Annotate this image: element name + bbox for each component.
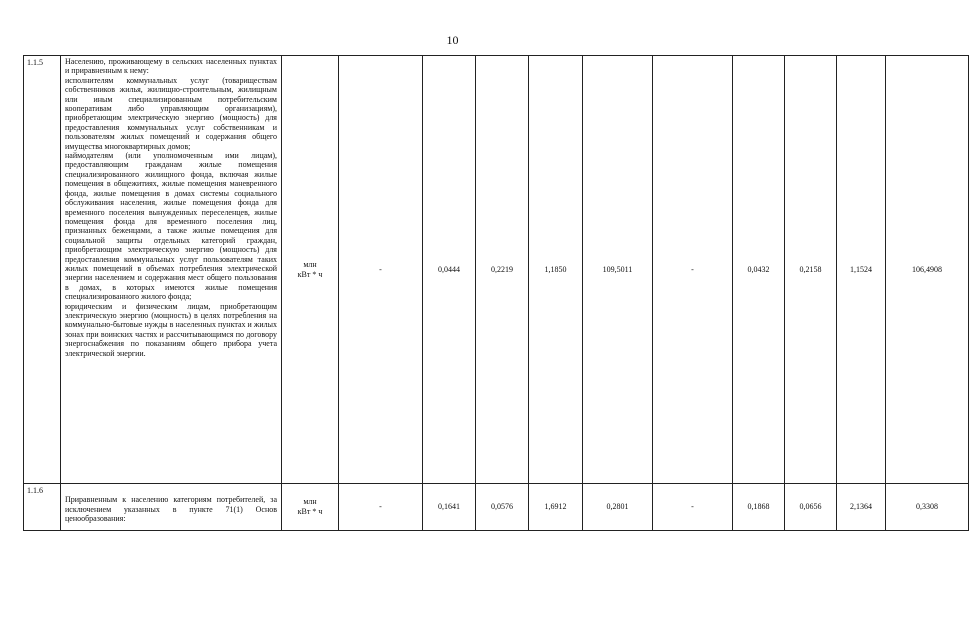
row-number: 1.1.6 <box>24 484 61 531</box>
value-cell: 1,1850 <box>529 56 583 484</box>
value-cell: - <box>339 484 423 531</box>
table-row <box>24 56 969 484</box>
value-cell: 1,1524 <box>837 56 886 484</box>
value-cell: 0,0432 <box>733 56 785 484</box>
value-cell: 0,2158 <box>785 56 837 484</box>
description-paragraph: Населению, проживающему в сельских населенных пунктах и приравненным к нему: <box>65 57 277 76</box>
description-paragraph: Приравненным к населению категориям потребителей, за исключением указанных в пункте 71(1) Основ ценообразования: <box>65 495 277 524</box>
value-cell: 2,1364 <box>837 484 886 531</box>
value-cell: 0,0444 <box>423 56 476 484</box>
description-paragraph: наймодателям (или уполномоченным ими лицам), предоставляющим гражданам жилые помещения специализированного жилищного фонда, включая жилые помещения в общежитиях, жилые помещения маневренного фонда, жилые помещения в домах системы социального обслуживания населения, жилые помещения фонда для временного поселения вынужденных переселенцев, жилые помещения фонда для временного поселения лиц, признанных беженцами, а также жилые помещения для социальной защиты отдельных категорий граждан, приобретающим электрическую энергию (мощность) для предоставления коммунальных услуг пользователям таких жилых помещений в объемах потребления электрической энергии населением и содержания мест общего пользования в домах, в которых имеются жилые помещения специализированного жилого фонда; <box>65 151 277 302</box>
unit-line: млн <box>303 497 317 506</box>
value-cell: - <box>653 56 733 484</box>
unit-line: кВт * ч <box>297 507 323 516</box>
value-cell: 0,0656 <box>785 484 837 531</box>
value-cell: 106,4908 <box>886 56 969 484</box>
table-row <box>24 484 969 531</box>
tariff-table <box>23 55 969 531</box>
unit-cell <box>282 484 339 531</box>
unit-line: кВт * ч <box>297 269 323 279</box>
value-cell: 0,2219 <box>476 56 529 484</box>
row-description <box>61 484 282 531</box>
value-cell: - <box>653 484 733 531</box>
row-number: 1.1.5 <box>24 56 61 484</box>
value-cell: 0,0576 <box>476 484 529 531</box>
value-cell: 0,1868 <box>733 484 785 531</box>
description-paragraph: юридическим и физическим лицам, приобретающим электрическую энергию (мощность) в целях потребления на коммунально-бытовые нужды в населенных пунктах и жилых зонах при воинских частях и рассчитывающимся по договору энергоснабжения по показаниям общего прибора учета электрической энергии. <box>65 301 277 358</box>
page-number: 10 <box>446 33 459 47</box>
value-cell: - <box>339 56 423 484</box>
row-description <box>61 56 282 484</box>
value-cell: 0,2801 <box>583 484 653 531</box>
description-paragraph: исполнителям коммунальных услуг (товариществам собственников жилья, жилищно-строительным, жилищным или иным специализированным потребительским кооперативам либо управляющим организациям), приобретающим электрическую энергию (мощность) для предоставления коммунальных услуг собственникам и пользователям жилых помещений и содержания общего имущества многоквартирных домов; <box>65 75 277 151</box>
unit-cell <box>282 56 339 484</box>
value-cell: 0,1641 <box>423 484 476 531</box>
value-cell: 0,3308 <box>886 484 969 531</box>
value-cell: 1,6912 <box>529 484 583 531</box>
unit-line: млн <box>303 259 317 269</box>
value-cell: 109,5011 <box>583 56 653 484</box>
